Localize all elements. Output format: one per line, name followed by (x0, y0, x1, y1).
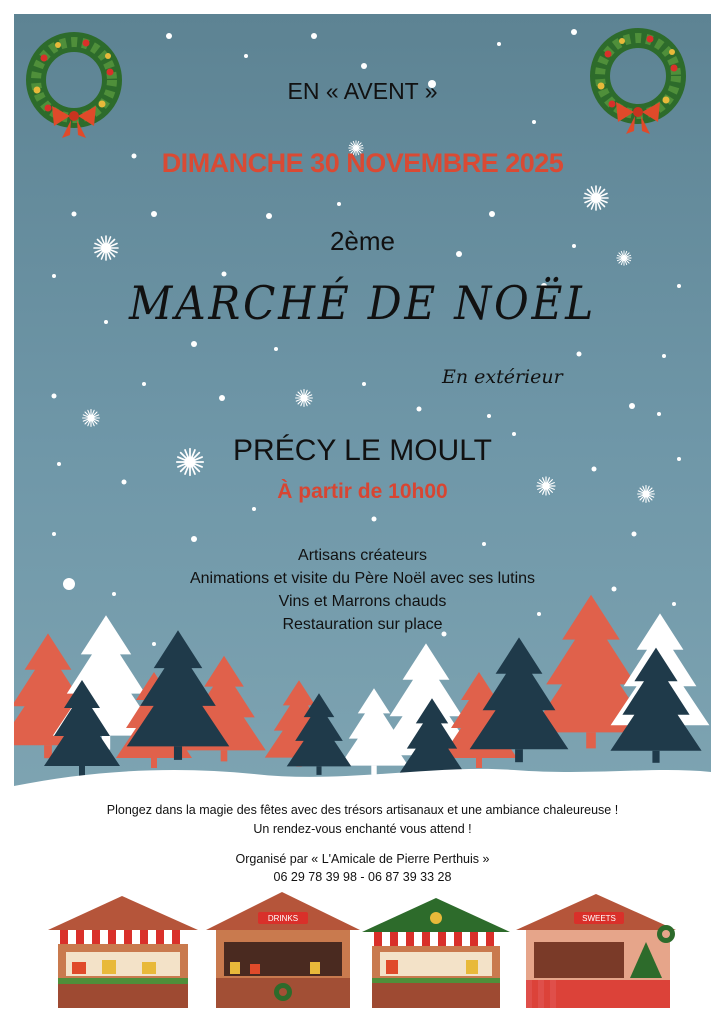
event-location: PRÉCY LE MOULT (233, 434, 492, 467)
outdoor-note: En extérieur (442, 366, 563, 388)
tagline (14, 801, 711, 839)
activity-item: Animations et visite du Père Noël avec ses lutins (189, 570, 536, 587)
phone-numbers: 06 29 78 39 98 - 06 87 39 33 28 (273, 870, 452, 884)
activity-item: Artisans créateurs (298, 547, 427, 564)
market-poster (14, 14, 711, 1010)
tagline-line: Plongez dans la magie des fêtes avec des trésors artisanaux et une ambiance chaleureuse ! (106, 803, 619, 817)
stall-sign-drinks: DRINKS (267, 914, 299, 923)
stall-sign-sweets: SWEETS (582, 914, 616, 923)
edition-label: 2ème (329, 226, 396, 256)
event-title: MARCHÉ DE NOËL (128, 276, 597, 330)
activity-item: Restauration sur place (282, 616, 443, 633)
activities-list (14, 544, 711, 636)
organizer-text: Organisé par « L'Amicale de Pierre Perthuis » (235, 852, 490, 866)
activity-item: Vins et Marrons chauds (278, 593, 447, 610)
tagline-line: Un rendez-vous enchanté vous attend ! (253, 822, 472, 836)
intro-text: EN « AVENT » (287, 78, 438, 104)
event-date: DIMANCHE 30 NOVEMBRE 2025 (161, 148, 564, 178)
start-time: À partir de 10h00 (277, 480, 448, 503)
